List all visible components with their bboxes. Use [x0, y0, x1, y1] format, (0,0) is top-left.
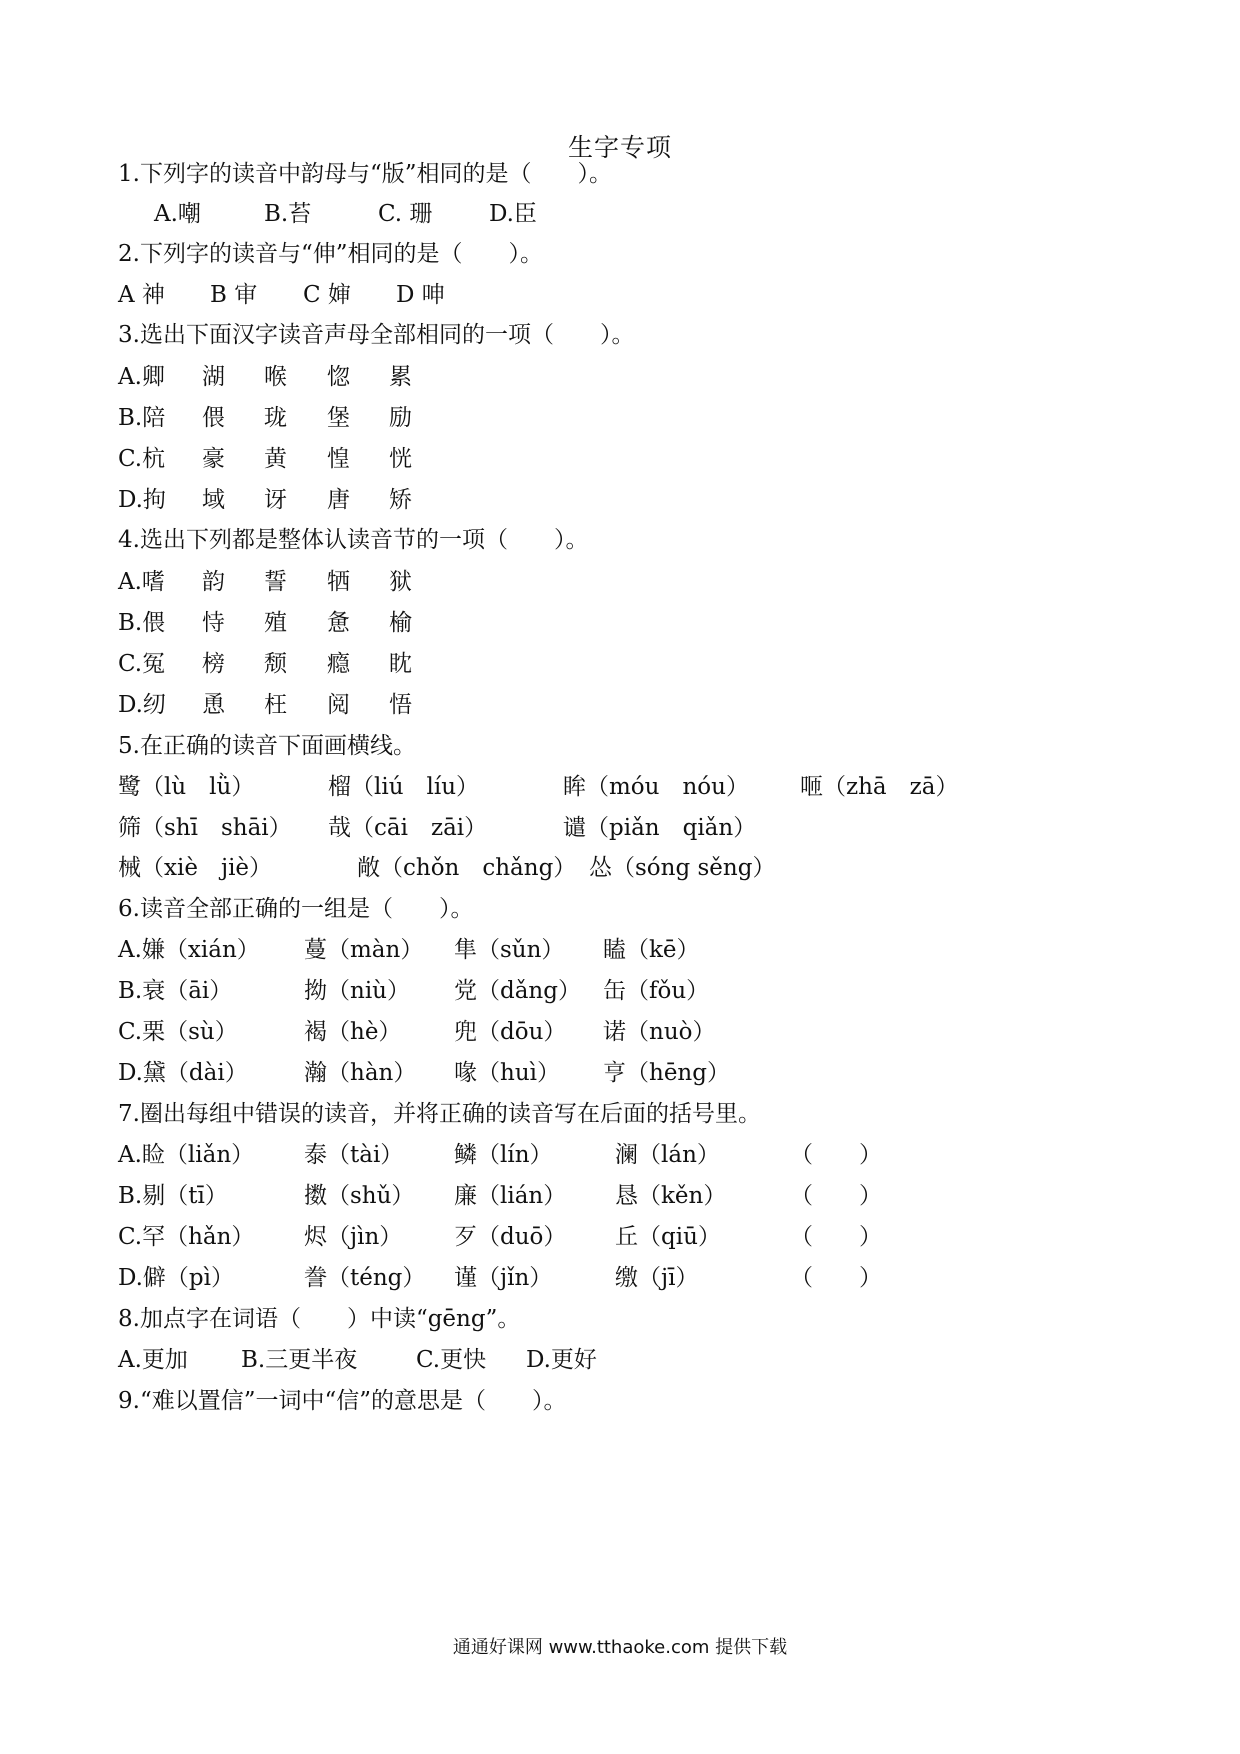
question-3-stem: 3.选出下面汉字读音声母全部相同的一项（ ）。 [118, 322, 635, 348]
pinyin-item: 歹（duō） [454, 1224, 567, 1250]
char-cell: 瘾 [327, 651, 350, 677]
option-d: D 呻 [396, 282, 445, 308]
pinyin-item: 隼（sǔn） [454, 937, 565, 963]
char-cell: 恿 [202, 692, 225, 718]
char-cell: A.嗜 [118, 569, 165, 595]
pinyin-item: 亨（hēng） [603, 1060, 730, 1086]
answer-blank: （ ） [790, 1224, 882, 1250]
char-cell: 矫 [389, 487, 412, 513]
option-d: D.更好 [526, 1347, 597, 1373]
option-b: B.苔 [264, 201, 312, 227]
char-cell: 域 [202, 487, 225, 513]
pinyin-item: 谨（jǐn） [454, 1265, 553, 1291]
char-cell: 枉 [264, 692, 287, 718]
char-cell: 牺 [327, 569, 350, 595]
option-c: C. 珊 [378, 201, 433, 227]
pinyin-item: 缴（jī） [615, 1265, 699, 1291]
pinyin-item: 澜（lán） [615, 1142, 720, 1168]
char-cell: 榜 [202, 651, 225, 677]
pinyin-item: A.嫌（xián） [118, 937, 260, 963]
char-cell: 惶 [327, 446, 350, 472]
pinyin-choice: 咂（zhā zā） [800, 774, 959, 800]
char-cell: 豪 [202, 446, 225, 472]
char-cell: 累 [389, 364, 412, 390]
char-cell: 颓 [264, 651, 287, 677]
pinyin-item: B.剔（tī） [118, 1183, 228, 1209]
pinyin-choice: 眸（móu nóu） [563, 774, 749, 800]
pinyin-item: 擞（shǔ） [304, 1183, 415, 1209]
answer-blank: （ ） [790, 1142, 882, 1168]
pinyin-item: D.僻（pì） [118, 1265, 235, 1291]
answer-blank: （ ） [790, 1183, 882, 1209]
char-cell: 悟 [389, 692, 412, 718]
char-cell: 偎 [202, 405, 225, 431]
char-cell: B.偎 [118, 610, 166, 636]
char-cell: 讶 [264, 487, 287, 513]
pinyin-item: 党（dǎng） [454, 978, 581, 1004]
option-a: A 神 [118, 282, 165, 308]
question-1-stem: 1.下列字的读音中韵母与“版”相同的是（ ）。 [118, 161, 612, 187]
char-cell: 阅 [327, 692, 350, 718]
option-c: C 婶 [303, 282, 351, 308]
char-cell: 唐 [327, 487, 350, 513]
pinyin-item: 喙（huì） [454, 1060, 560, 1086]
pinyin-item: 瞌（kē） [603, 937, 700, 963]
page-title: 生字专项 [567, 133, 672, 162]
question-4-stem: 4.选出下列都是整体认读音节的一项（ ）。 [118, 527, 589, 553]
answer-blank: （ ） [790, 1265, 882, 1291]
char-cell: 湖 [202, 364, 225, 390]
pinyin-item: 鳞（lín） [454, 1142, 553, 1168]
char-cell: D.拘 [118, 487, 166, 513]
char-cell: 誓 [264, 569, 287, 595]
pinyin-item: 恳（kěn） [615, 1183, 727, 1209]
char-cell: 堡 [327, 405, 350, 431]
question-2-stem: 2.下列字的读音与“伸”相同的是（ ）。 [118, 241, 543, 267]
option-d: D.臣 [489, 201, 537, 227]
question-9-stem: 9.“难以置信”一词中“信”的意思是（ ）。 [118, 1388, 567, 1414]
question-8-stem: 8.加点字在词语（ ）中读“gēng”。 [118, 1306, 521, 1332]
option-b: B 审 [210, 282, 258, 308]
char-cell: B.陪 [118, 405, 166, 431]
char-cell: 殖 [264, 610, 287, 636]
pinyin-item: 瀚（hàn） [304, 1060, 417, 1086]
option-a: A.更加 [118, 1347, 188, 1373]
char-cell: D.纫 [118, 692, 166, 718]
pinyin-item: 蔓（màn） [304, 937, 424, 963]
pinyin-item: 褐（hè） [304, 1019, 402, 1045]
pinyin-item: 诺（nuò） [603, 1019, 716, 1045]
char-cell: 喉 [264, 364, 287, 390]
pinyin-item: C.罕（hǎn） [118, 1224, 255, 1250]
pinyin-item: D.黛（dài） [118, 1060, 248, 1086]
char-cell: C.冤 [118, 651, 166, 677]
pinyin-choice: 怂（sóng sěng） [589, 855, 776, 881]
char-cell: 惫 [327, 610, 350, 636]
pinyin-item: 烬（jìn） [304, 1224, 403, 1250]
option-b: B.三更半夜 [241, 1347, 358, 1373]
char-cell: 恍 [389, 446, 412, 472]
char-cell: 恃 [202, 610, 225, 636]
char-cell: 珑 [264, 405, 287, 431]
char-cell: 眈 [389, 651, 412, 677]
question-5-stem: 5.在正确的读音下面画横线。 [118, 733, 416, 759]
option-a: A.嘲 [154, 201, 201, 227]
pinyin-item: B.衰（āi） [118, 978, 233, 1004]
char-cell: 狱 [389, 569, 412, 595]
pinyin-item: 泰（tài） [304, 1142, 404, 1168]
pinyin-choice: 谴（piǎn qiǎn） [563, 815, 757, 841]
char-cell: 榆 [389, 610, 412, 636]
pinyin-choice: 械（xiè jiè） [118, 855, 273, 881]
question-7-stem: 7.圈出每组中错误的读音，并将正确的读音写在后面的括号里。 [118, 1101, 761, 1127]
pinyin-item: 拗（niù） [304, 978, 410, 1004]
pinyin-choice: 敞（chǒn chǎng） [357, 855, 577, 881]
pinyin-item: 缶（fǒu） [603, 978, 710, 1004]
pinyin-choice: 榴（liú líu） [328, 774, 480, 800]
question-6-stem: 6.读音全部正确的一组是（ ）。 [118, 896, 474, 922]
char-cell: 惚 [327, 364, 350, 390]
pinyin-item: 誊（téng） [304, 1265, 426, 1291]
char-cell: A.卿 [118, 364, 165, 390]
pinyin-choice: 哉（cāi zāi） [328, 815, 488, 841]
footer-source: 通通好课网 www.tthaoke.com 提供下载 [452, 1637, 788, 1658]
char-cell: 黄 [264, 446, 287, 472]
char-cell: 韵 [202, 569, 225, 595]
pinyin-item: 丘（qiū） [615, 1224, 721, 1250]
pinyin-choice: 筛（shī shāi） [118, 815, 292, 841]
char-cell: 励 [389, 405, 412, 431]
option-c: C.更快 [416, 1347, 487, 1373]
pinyin-item: 廉（lián） [454, 1183, 567, 1209]
pinyin-item: C.栗（sù） [118, 1019, 238, 1045]
pinyin-choice: 鹭（lù lǜ） [118, 774, 255, 800]
pinyin-item: 兜（dōu） [454, 1019, 567, 1045]
pinyin-item: A.睑（liǎn） [118, 1142, 255, 1168]
char-cell: C.杭 [118, 446, 166, 472]
